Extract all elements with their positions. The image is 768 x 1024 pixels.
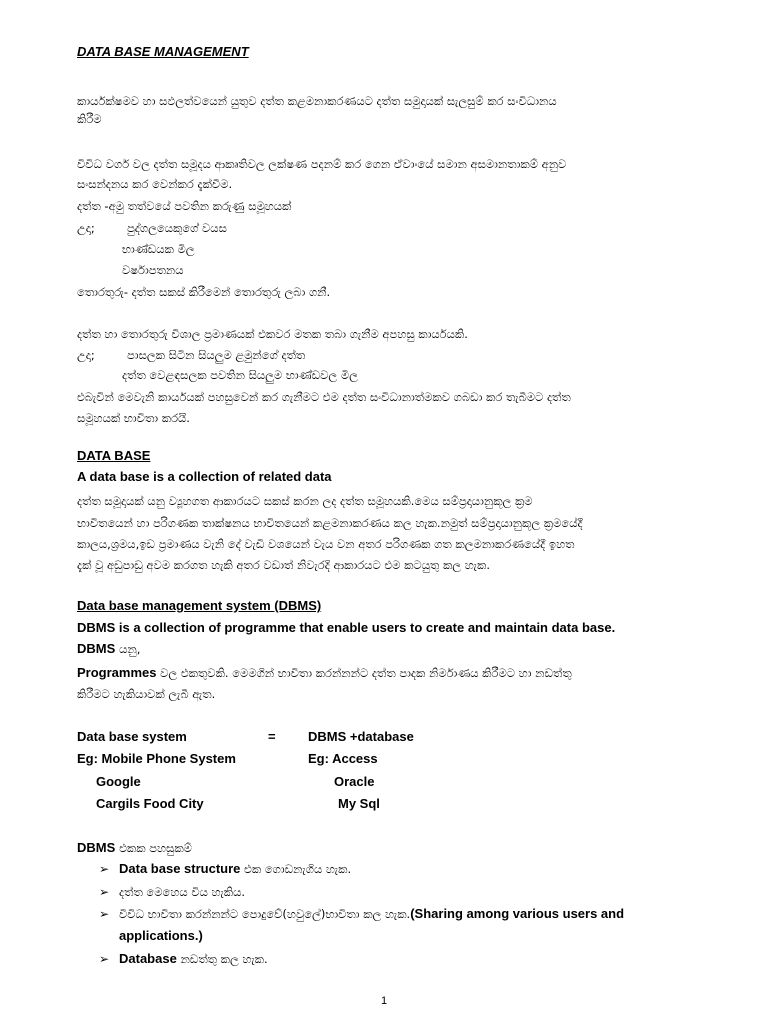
example2-item-1: පාසලක සිටින සියලුම ළමුන්ගේ දත්ත: [127, 348, 306, 362]
dbms-heading: Data base management system (DBMS): [77, 598, 322, 613]
table-right-row-2: Oracle: [334, 774, 375, 789]
bullet-item-3-continuation: applications.): [119, 928, 203, 943]
dbms-para-line-2: කිරීමට හැකියාවක් ලැබී ඇත.: [77, 687, 216, 701]
page-title: DATA BASE MANAGEMENT: [77, 44, 249, 59]
db-para-line-4: දැක් වූ අඩුපාඩු අවම කරගත හැකි අතර වඩාත් නිවැරදි ආකාරයට එම කටයුතු කල හැක.: [77, 558, 490, 572]
table-right-row-3: My Sql: [338, 796, 380, 811]
example2-item-2: දත්ත වෙළඳසලක පවතින සියලුම භාණ්ඩවල මිල: [122, 368, 358, 382]
table-right-head: DBMS +database: [308, 729, 414, 744]
dbms-para-line-1: [77, 665, 572, 681]
dbms-yanu-line: [77, 641, 140, 657]
intro-line-2: කිරීම: [77, 112, 102, 126]
dbms-definition: DBMS is a collection of programme that enable users to create and maintain data base.: [77, 620, 616, 635]
data-base-definition: A data base is a collection of related data: [77, 469, 332, 484]
dbms-para-text-1: වල එකතුවකි. මෙමගින් භාවිතා කරන්නන්ට දත්ත පාදක නිර්මාණය කිරීමට හා නඩත්තු: [156, 666, 572, 680]
para3: දත්ත හා තොරතුරු විශාල ප්‍රමාණයක් එකවර මතක තබා ගැනීම අපහසු කාර්යයකි.: [77, 327, 468, 341]
bullet-4-en: Database: [119, 951, 177, 966]
db-para-line-2: භාවිතයෙන් හා පරිගණක තාක්ෂනය භාවිතයෙන් කළමනාකරණය කල හැක.නමුත් සම්ප්‍රදායානුකූල ක්‍රමයේදී: [77, 516, 583, 530]
example1-item-1: පුද්ගලයෙකුගේ වයස: [127, 221, 227, 235]
programmes-term: Programmes: [77, 665, 157, 680]
bullet-1-en: Data base structure: [119, 861, 241, 876]
db-para-line-1: දත්ත සමූදායක් යනු ව්‍යූහගත ආකාරයට සකස් කරන ලද දත්ත සමූහයකි.මෙය සම්ප්‍රදායානුකූල ක්‍රම: [77, 494, 533, 508]
example1-item-3: වර්ෂාපතනය: [122, 263, 184, 277]
example1-item-2: භාණ්ඩයක මිල: [122, 242, 195, 256]
para4-line-1: එබැවින් මෙවැනි කාර්යයක් පහසුවෙන් කර ගැනීමට එම දත්ත සංවිධානාත්මකව ගබඩා කර තැබීමට දත්ත: [77, 390, 571, 404]
facilities-heading-text: එකක පහසුකම්: [119, 841, 192, 855]
table-left-row-2: Google: [96, 774, 141, 789]
db-para-line-3: කාලය,ශ්‍රමය,ඉඩ ප්‍රමාණය වැනි දේ වැඩි වශයෙන් වැය වන අතර පරිගණක ගත කලමනාකරණයේදී ඉහත: [77, 537, 575, 551]
table-left-row-3: Cargils Food City: [96, 796, 204, 811]
para2-line-1: විවිධ වර්ග වල දත්ත සමූදය ආකෘතිවල ලක්ෂණ පදනම් කර ගෙන ඒවාංයේ සමාන අසමානතාකම් අනුව: [77, 157, 567, 171]
bullet-item-2: දත්ත මෙහෙය විය හැකිය.: [119, 885, 246, 899]
para2-line-2: සංසන්දනය කර වෙන්කර දැක්වීම.: [77, 177, 233, 191]
example-label-1: උදා;: [77, 221, 95, 235]
bullet-3-en: (Sharing among various users and: [410, 906, 625, 921]
table-right-row-1: Eg: Access: [308, 751, 378, 766]
data-definition: දත්ත -අමු තත්වයේ පවතින කරුණු සමූහයක්: [77, 199, 292, 213]
facilities-dbms-term: DBMS: [77, 840, 116, 855]
bullet-item-3: [119, 906, 624, 922]
table-equals: =: [268, 729, 276, 744]
bullet-4-si: නඩත්තු කල හැක.: [176, 952, 268, 966]
intro-line-1: කාර්යක්ෂමව හා සඵලත්වයෙන් යුතුව දත්ත කළමනාකරණයට දත්ත සමුදායක් සැලසුම් කර සංවිධානය: [77, 94, 557, 108]
para4-line-2: සමූහයක් භාවිතා කරයි.: [77, 411, 190, 425]
data-base-heading: DATA BASE: [77, 448, 151, 463]
table-left-head: Data base system: [77, 729, 187, 744]
bullet-icon: ➢: [99, 907, 110, 921]
table-left-row-1: Eg: Mobile Phone System: [77, 751, 236, 766]
bullet-1-si: එක ගොඩනැගිය හැක.: [240, 862, 352, 876]
bullet-icon: ➢: [99, 862, 110, 876]
bullet-icon: ➢: [99, 952, 110, 966]
bullet-icon: ➢: [99, 885, 110, 899]
yanu-text: යනු,: [119, 642, 141, 656]
bullet-item-4: [119, 951, 268, 967]
information-definition: තොරතුරු- දත්ත සකස් කිරීමෙන් තොරතුරු ලබා ගනී.: [77, 285, 331, 299]
page-number: 1: [380, 995, 388, 1007]
example-label-2: උදා;: [77, 348, 95, 362]
bullet-item-1: [119, 861, 351, 877]
facilities-heading: [77, 840, 192, 856]
dbms-term: DBMS: [77, 641, 116, 656]
bullet-3-si: විවිධ භාවිතා කරන්නන්ට පොදුවේ(හවුලේ)භාවිතා කල හැක.: [119, 907, 411, 921]
